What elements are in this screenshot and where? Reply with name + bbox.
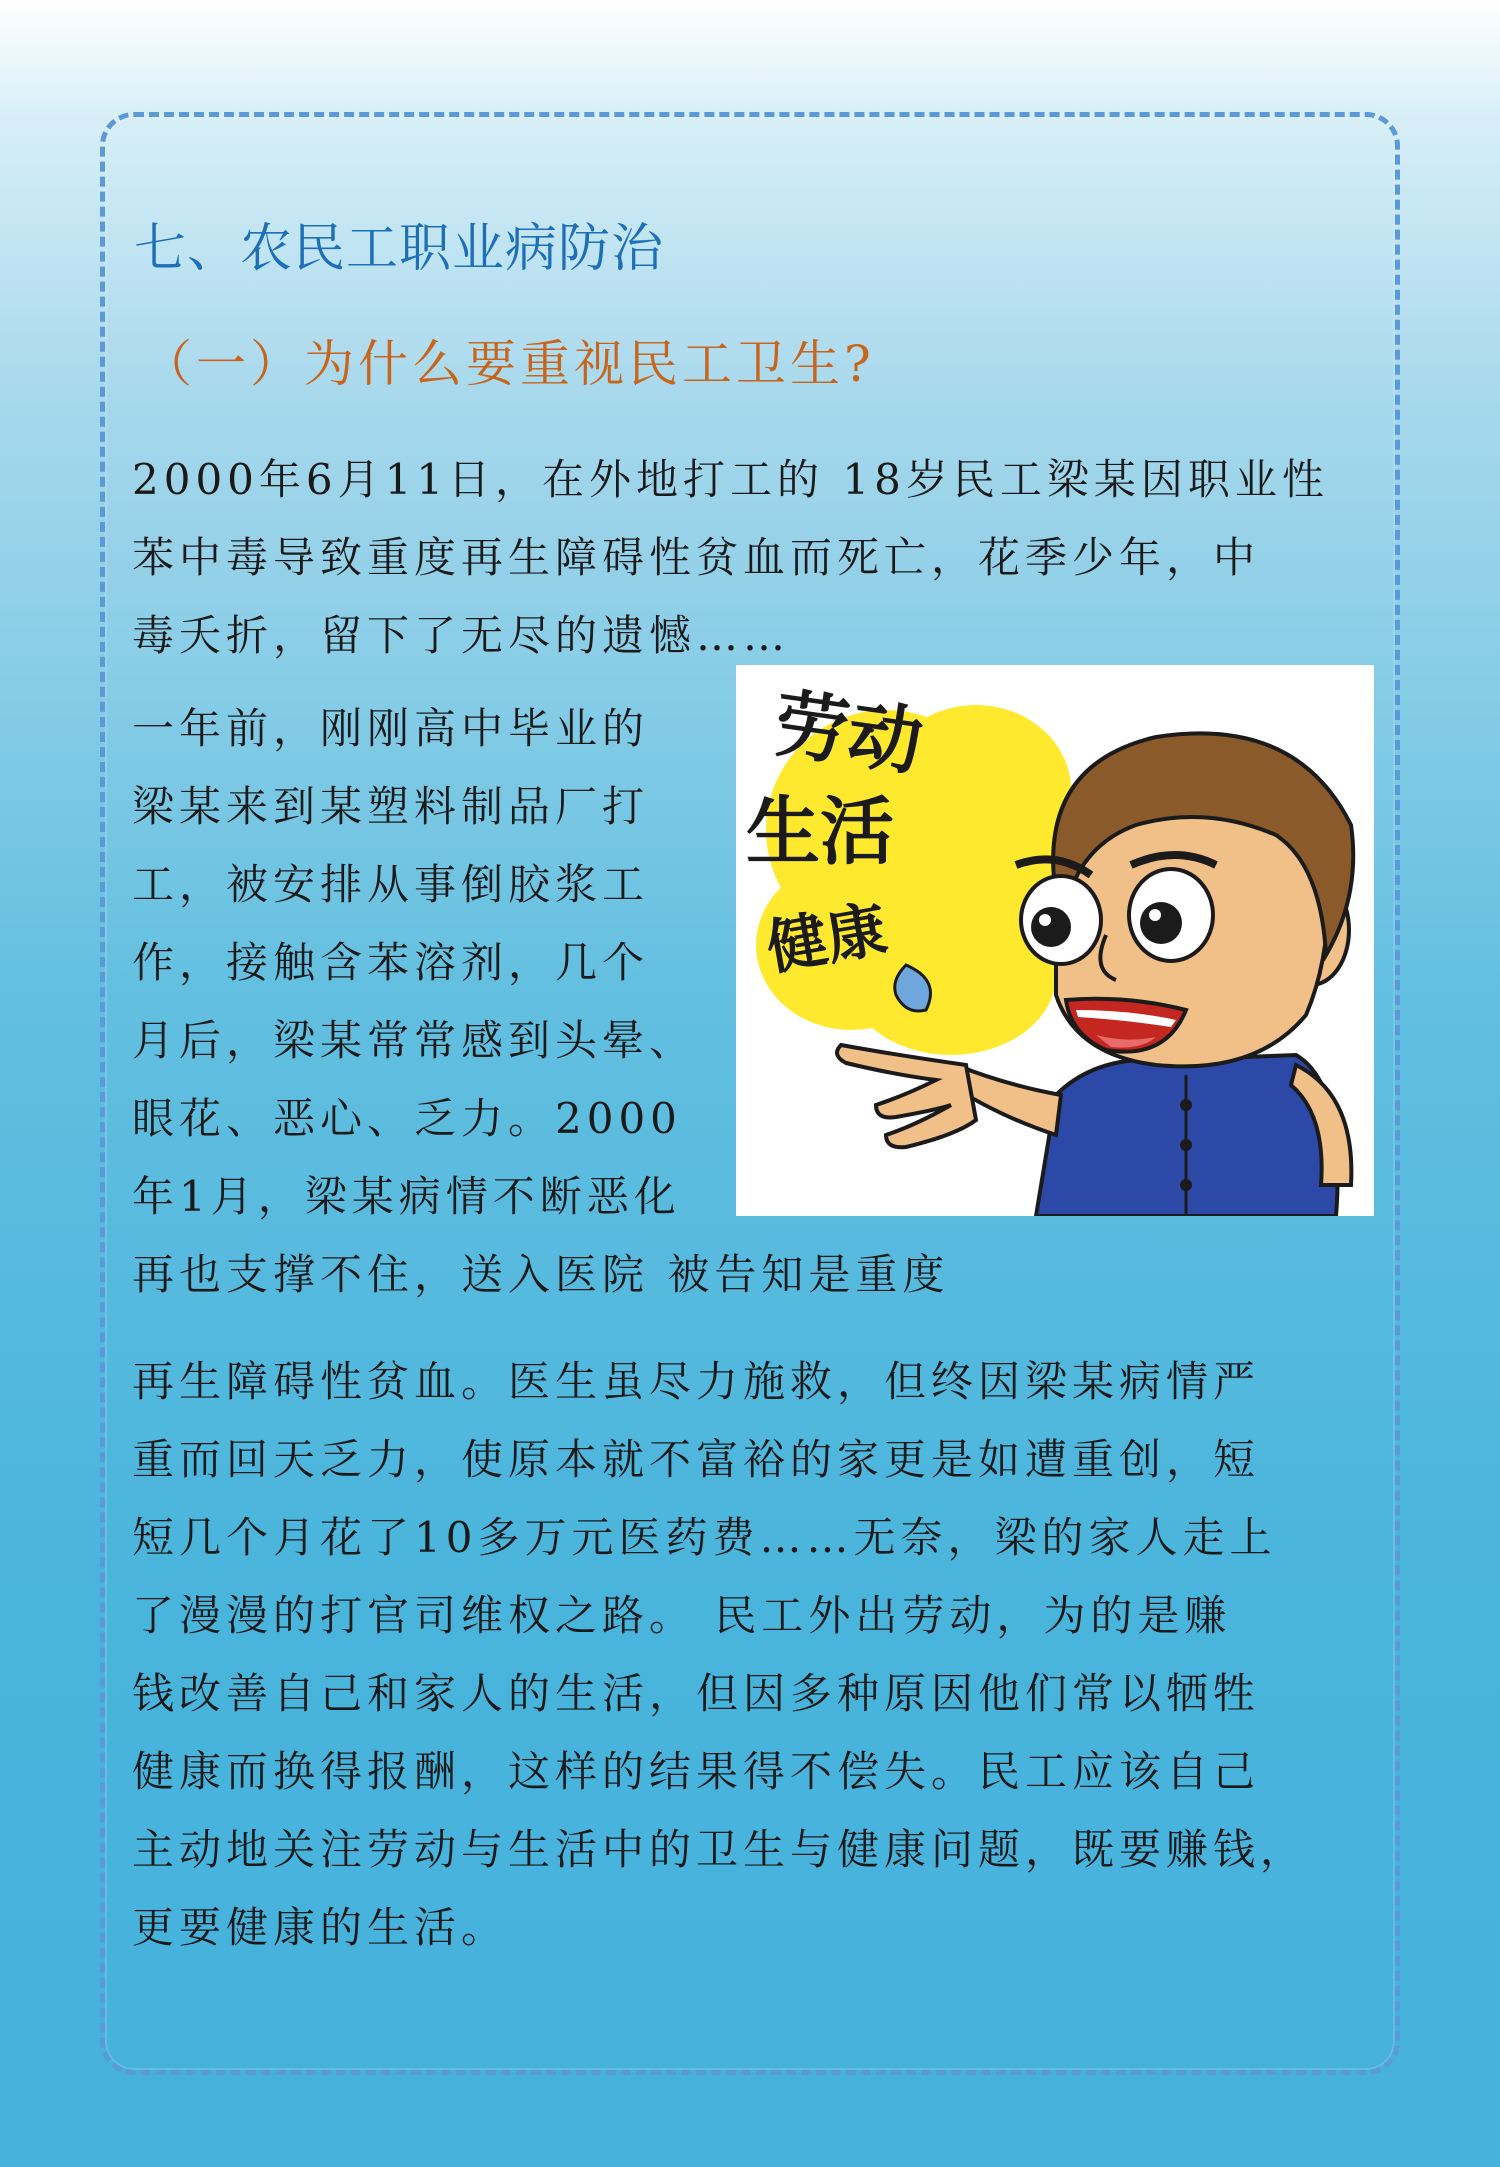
text-line: 钱改善自己和家人的生活，但因多种原因他们常以牺牲 [132,1669,1261,1718]
cartoon-worker-pointing-icon [736,665,1374,1216]
illustration-text-life: 生活 [746,789,894,875]
subsection-heading: （一）为什么要重视民工卫生? [142,335,875,393]
text-line: 再也支撑不住，送入医院 被告知是重度 [132,1250,950,1299]
text-line: 再生障碍性贫血。医生虽尽力施救，但终因梁某病情严 [132,1357,1261,1406]
text-line: 更要健康的生活。 [132,1903,509,1952]
text-line: 重而回天乏力，使原本就不富裕的家更是如遭重创，短 [132,1435,1261,1484]
text-line: 毒夭折，留下了无尽的遗憾…… [132,611,791,660]
intro-paragraph [132,441,1329,675]
illustration-text-labor: 劳动 [769,680,928,787]
illustration-text-health: 健康 [761,894,893,985]
text-line: 主动地关注劳动与生活中的卫生与健康问题，既要赚钱， [132,1825,1308,1874]
text-line: 2000年6月11日，在外地打工的 18岁民工梁某因职业性 [132,455,1329,504]
cartoon-illustration [736,665,1374,1216]
text-line: 短几个月花了10多万元医药费……无奈，梁的家人走上 [132,1513,1277,1562]
text-line: 一年前，刚刚高中毕业的 [132,704,650,753]
text-line: 健康而换得报酬，这样的结果得不偿失。民工应该自己 [132,1747,1261,1796]
text-line: 年1月，梁某病情不断恶化 [132,1172,681,1221]
text-line: 工，被安排从事倒胶浆工 [132,860,650,909]
conclusion-paragraph [132,1343,1307,1967]
text-line: 了漫漫的打官司维权之路。 民工外出劳动，为的是赚 [132,1591,1232,1640]
section-heading: 七、农民工职业病防治 [134,219,665,279]
text-line: 眼花、恶心、乏力。2000 [132,1094,682,1143]
text-line: 梁某来到某塑料制品厂打 [132,782,650,831]
text-line: 作，接触含苯溶剂，几个 [132,938,650,987]
text-line: 苯中毒导致重度再生障碍性贫血而死亡，花季少年，中 [132,533,1261,582]
text-line: 月后，梁某常常感到头晕、 [132,1016,697,1065]
